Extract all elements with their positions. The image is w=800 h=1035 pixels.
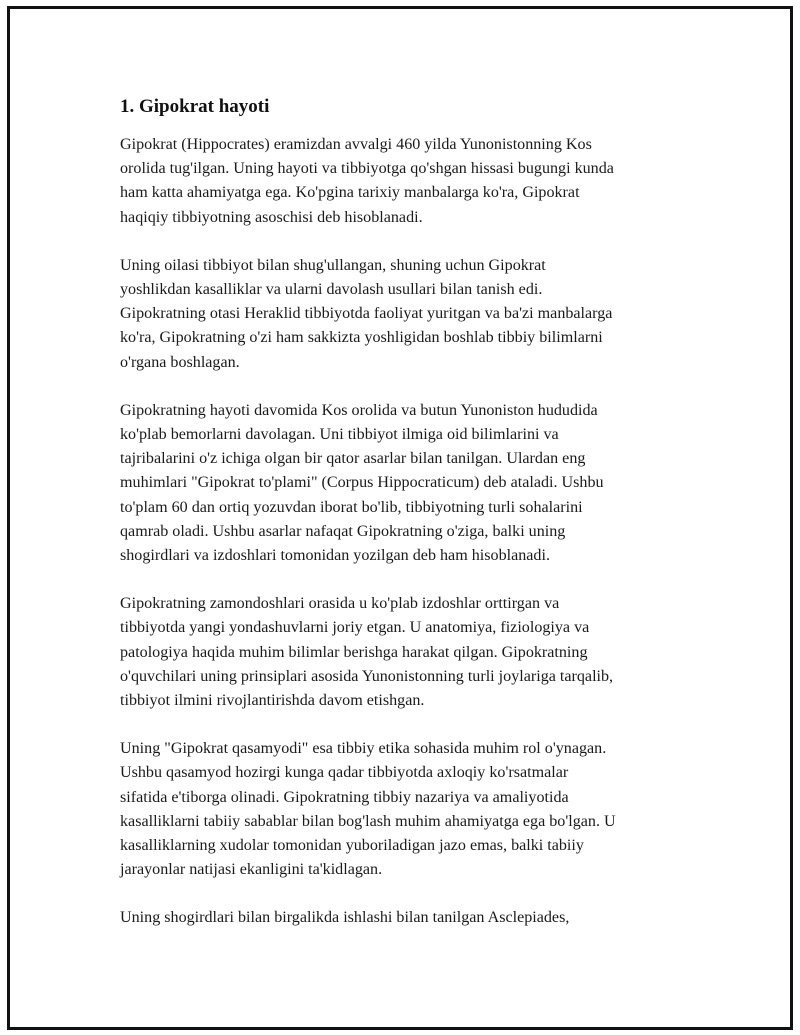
text-line: yoshlikdan kasalliklar va ularni davolash usullari bilan tanish edi. (120, 281, 543, 299)
paragraph-6 (120, 906, 720, 930)
paragraph-1 (120, 133, 720, 230)
paragraph-5 (120, 737, 720, 882)
text-line: o'quvchilari uning prinsiplari asosida Yunonistonning turli joylariga tarqalib, (120, 667, 614, 685)
text-line: Gipokrat (Hippocrates) eramizdan avvalgi 460 yilda Yunonistonning Kos (120, 136, 592, 153)
text-line: ham katta ahamiyatga ega. Ko'pgina tarixiy manbalarga ko'ra, Gipokrat (120, 184, 580, 202)
text-line: orolida tug'ilgan. Uning hayoti va tibbiyotga qo'shgan hissasi bugungi kunda (120, 160, 614, 178)
text-line: shogirdlari va izdoshlari tomonidan yozilgan deb ham hisoblanadi. (120, 547, 550, 565)
text-line: tajribalarini o'z ichiga olgan bir qator asarlar bilan tanilgan. Ulardan eng (120, 450, 586, 468)
text-line: Uning shogirdlari bilan birgalikda ishlashi bilan tanilgan Asclepiades, (120, 909, 570, 927)
page-frame (7, 6, 793, 1030)
text-line: Gipokratning zamondoshlari orasida u ko'plab izdoshlar orttirgan va (120, 595, 560, 613)
text-line: Uning "Gipokrat qasamyodi" esa tibbiy etika sohasida muhim rol o'ynagan. (120, 740, 607, 758)
text-line: Gipokratning hayoti davomida Kos orolida va butun Yunoniston hududida (120, 401, 598, 419)
text-line: ko'ra, Gipokratning o'zi ham sakkizta yoshligidan boshlab tibbiy bilimlarni (120, 329, 603, 347)
text-line: sifatida e'tiborga olinadi. Gipokratning tibbiy nazariya va amaliyotida (120, 788, 569, 806)
text-line: jarayonlar natijasi ekanligini ta'kidlagan. (120, 861, 383, 879)
section-heading: 1. Gipokrat hayoti (120, 96, 270, 117)
text-line: ko'plab bemorlarni davolagan. Uni tibbiyot ilmiga oid bilimlarini va (120, 426, 559, 444)
text-line: tibbiyot ilmini rivojlantirishda davom etishgan. (120, 692, 425, 710)
text-line: to'plam 60 dan ortiq yozuvdan iborat bo'lib, tibbiyotning turli sohalarini (120, 498, 583, 516)
text-line: patologiya haqida muhim bilimlar berishga harakat qilgan. Gipokratning (120, 643, 588, 661)
text-line: haqiqiy tibbiyotning asoschisi deb hisoblanadi. (120, 208, 423, 226)
text-line: kasalliklarning xudolar tomonidan yuboriladigan jazo emas, balki tabiiy (120, 837, 584, 855)
paragraph-3 (120, 399, 720, 568)
text-line: qamrab oladi. Ushbu asarlar nafaqat Gipokratning o'ziga, balki uning (120, 522, 566, 540)
text-line: Uning oilasi tibbiyot bilan shug'ullangan, shuning uchun Gipokrat (120, 256, 546, 274)
text-line: Gipokratning otasi Heraklid tibbiyotda faoliyat yuritgan va ba'zi manbalarga (120, 305, 613, 323)
text-line: Ushbu qasamyod hozirgi kunga qadar tibbiyotda axloqiy ko'rsatmalar (120, 764, 569, 782)
text-line: o'rgana boshlagan. (120, 353, 240, 371)
paragraph-4 (120, 592, 720, 713)
document-content (120, 95, 720, 955)
text-line: kasalliklarni tabiiy sabablar bilan bog'lash muhim ahamiyatga ega bo'lgan. U (120, 812, 616, 830)
text-line: tibbiyotda yangi yondashuvlarni joriy etgan. U anatomiya, fiziologiya va (120, 619, 590, 637)
text-line: muhimlari "Gipokrat to'plami" (Corpus Hippocraticum) deb ataladi. Ushbu (120, 474, 604, 492)
paragraph-2 (120, 254, 720, 375)
